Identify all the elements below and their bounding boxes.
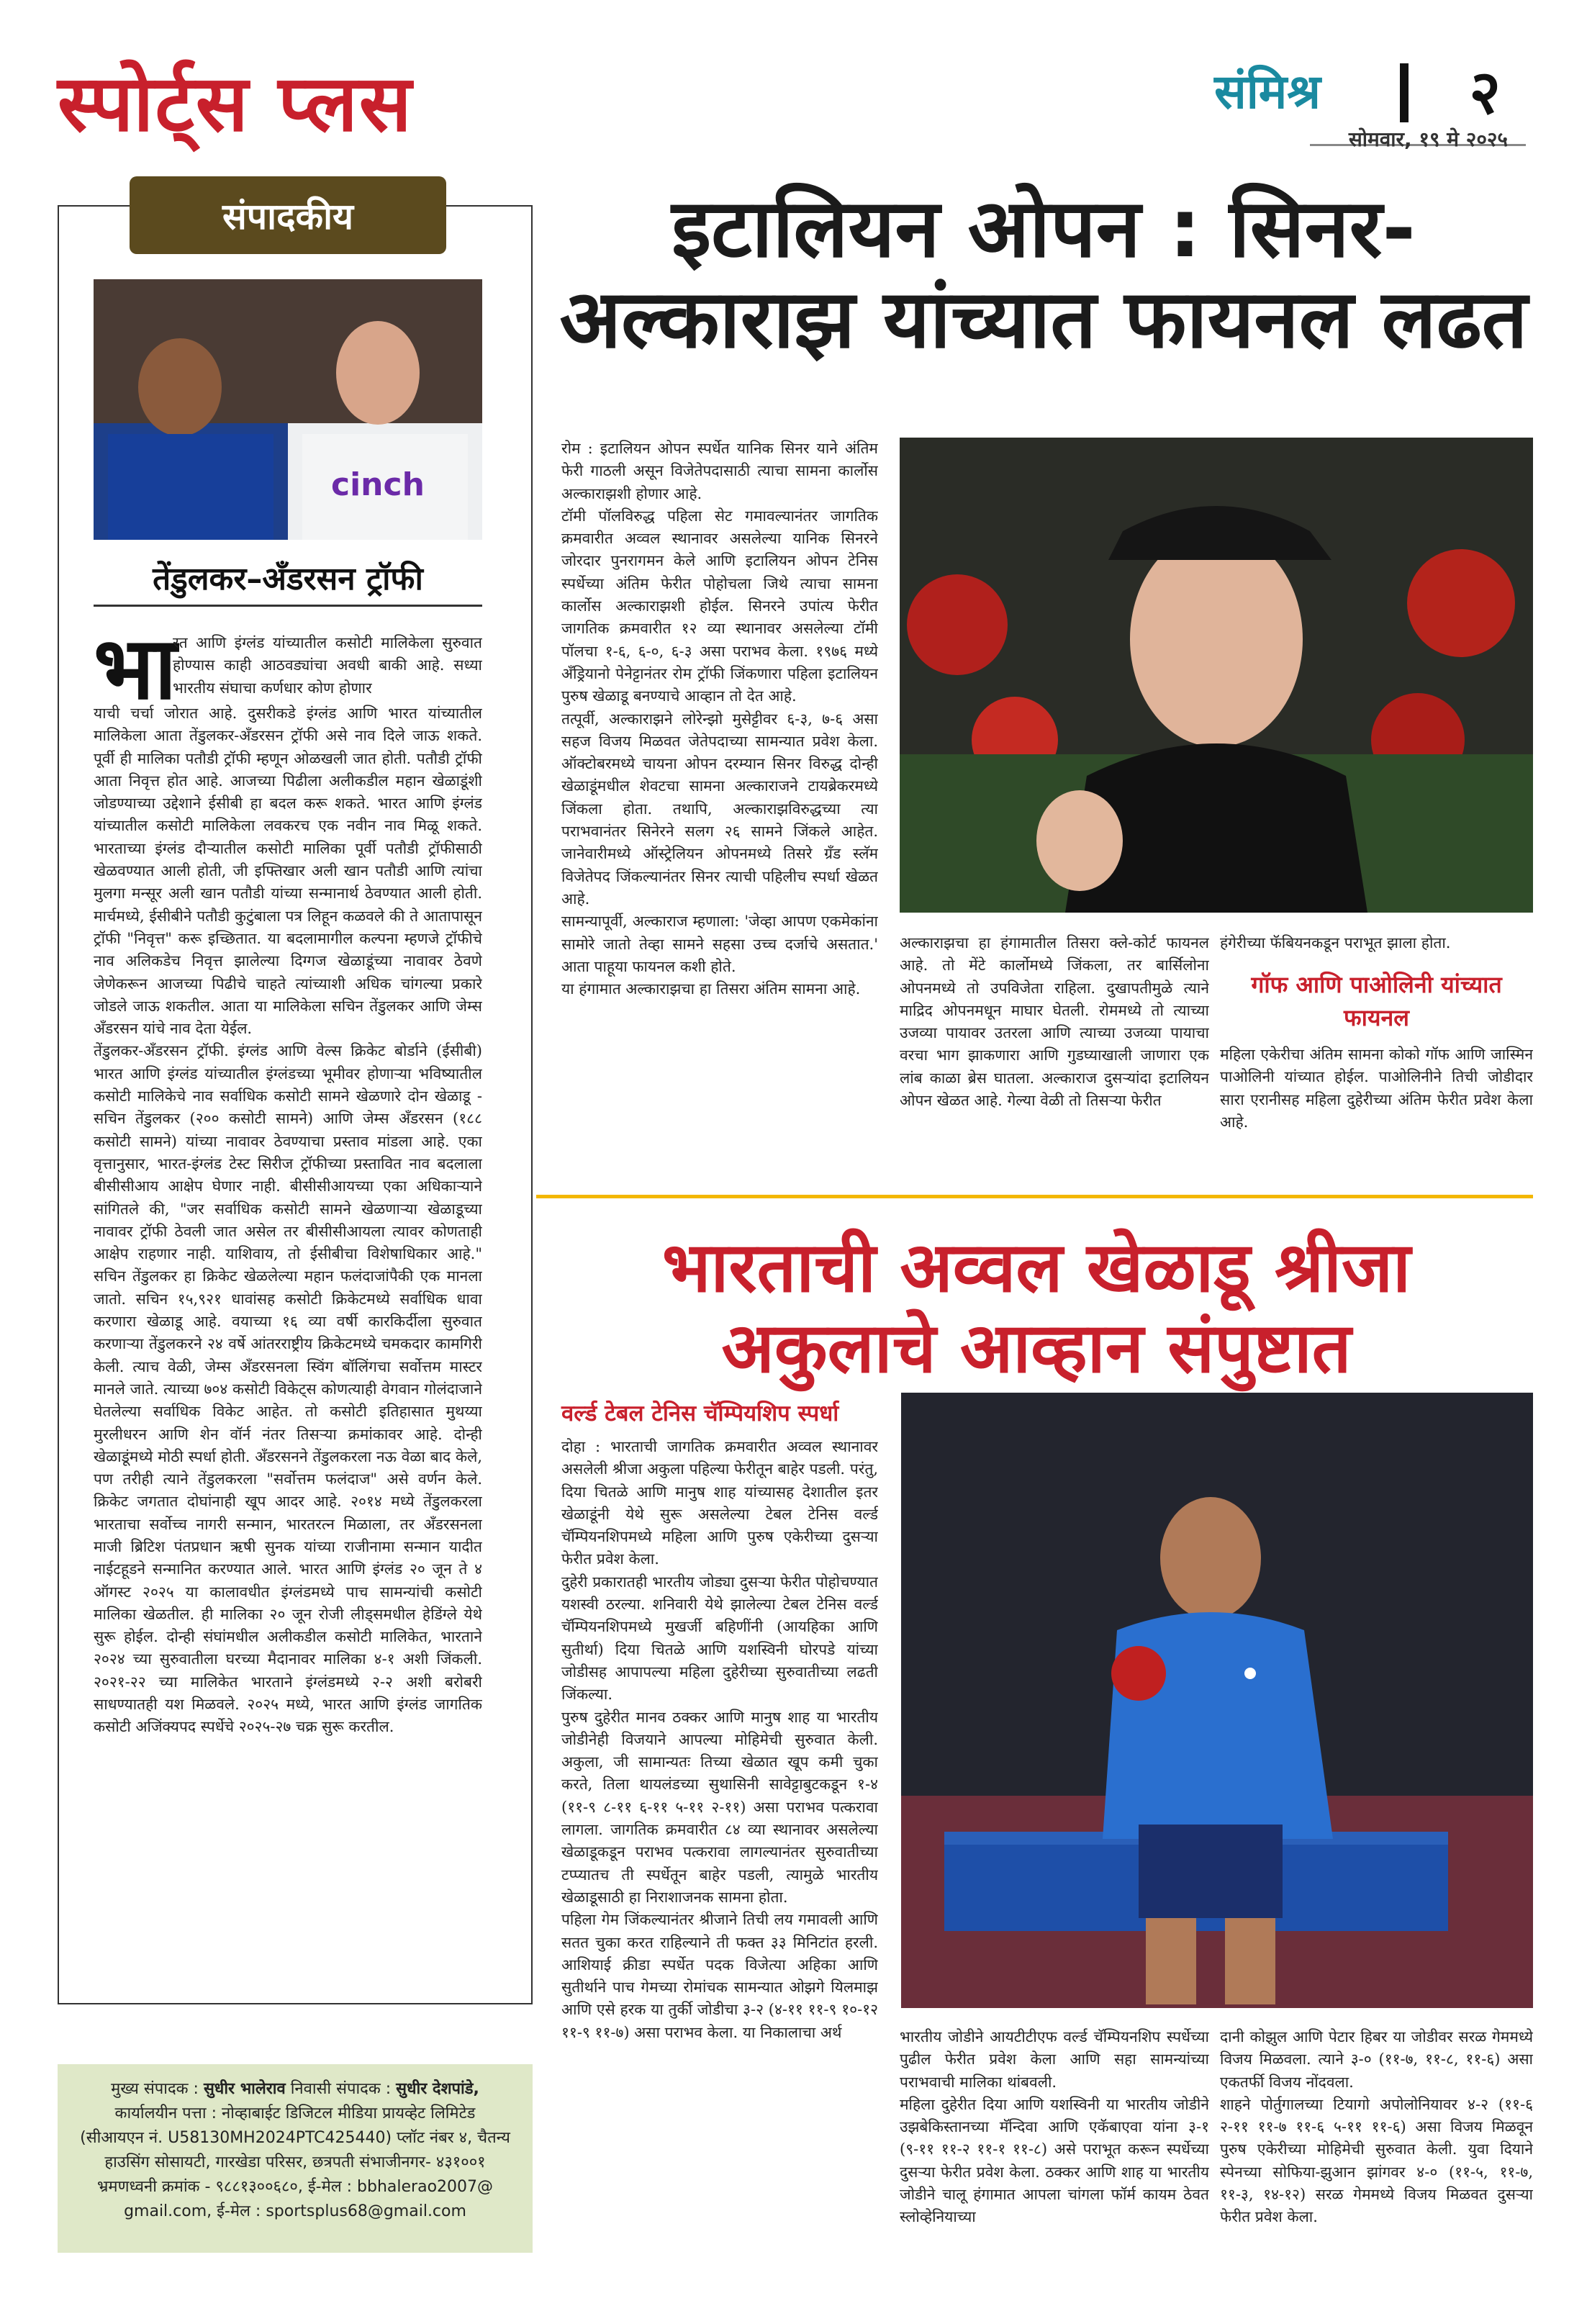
editorial-label: संपादकीय	[130, 176, 446, 254]
header-divider	[1400, 63, 1409, 122]
credits-line-3: (सीआयएन नं. U58130MH2024PTC425440) प्लॉट नंबर ४, चैतन्य	[80, 2129, 510, 2147]
masthead-title: स्पोर्ट्स प्लस	[58, 59, 413, 149]
story1-photo	[900, 438, 1533, 913]
tendulkar-anderson-photo	[94, 279, 482, 540]
story1-column-3-top: हंगेरीच्या फॅबियनकडून पराभूत झाला होता.	[1220, 934, 1451, 951]
resident-editor-name: सुधीर देशपांडे,	[396, 2080, 479, 2098]
story2-headline: भारताची अव्वल खेळाडू श्रीजा अकुलाचे आव्हान संपुष्टात	[661, 1227, 1411, 1388]
story1-headline: इटालियन ओपन : सिनर-अल्काराझ यांच्यात फायनल लढत	[559, 182, 1528, 366]
editorial-photo	[94, 279, 482, 540]
credits-line-6: gmail.com, ई-मेल : sportsplus68@gmail.com	[124, 2202, 466, 2220]
credits-box	[58, 2064, 533, 2253]
sinner-photo	[900, 438, 1533, 913]
editorial-headline: तेंडुलकर–अँडरसन ट्रॉफी	[94, 556, 482, 607]
story1-column-2: अल्काराझचा हा हंगामातील तिसरा क्ले-कोर्ट फायनल आहे. तो मेंटे कार्लोमध्ये जिंकला, तर बार्सिलोना ओपनमध्ये तो उपविजेता राहिला. दुखापतीमुळे त्याने माद्रिद ओपनमधून माघार घेतली. रोममध्ये तो त्याच्या उजव्या पायावर उतरला आणि त्याच्या उजव्या पायाचा वरचा भाग झाकणारा आणि गुडघ्याखाली जाणारा एक लांब काळा ब्रेस घातला. अल्काराज दुसऱ्यांदा इटालियन ओपन खेळत आहे. गेल्या वेळी तो तिसऱ्या फेरीत	[900, 934, 1209, 1110]
story2-photo	[901, 1393, 1533, 2008]
story2-column-3: दानी कोझुल आणि पेटार हिबर या जोडीवर सरळ गेममध्ये विजय मिळवला. त्याने ३-० (११-७, ११-८, ११-६) असा एकतर्फी विजय नोंदवला. शाहने पोर्तुगालच्या टियागो अपोलोनियावर ४-२ (११-६ २-११ ११-७ ११-६ ५-११ ११-६) असा विजय मिळवून पुरुष एकेरीच्या मोहिमेची सुरुवात केली. युवा दियाने स्पेनच्या सोफिया-झुआन झांगवर ४-० (११-५, ११-७, ११-३, १४-१२) सरळ गेममध्ये विजय मिळवत दुसऱ्या फेरीत प्रवेश केला.	[1220, 2028, 1533, 2226]
story1-column-3: महिला एकेरीचा अंतिम सामना कोको गॉफ आणि जास्मिन पाओलिनी यांच्यात होईल. पाओलिनीने तिची जोडीदार सारा एरानीसह महिला दुहेरीच्या अंतिम फेरीत प्रवेश केला आहे.	[1220, 1046, 1533, 1131]
resident-editor-label: निवासी संपादक :	[290, 2080, 392, 2098]
credits-line-4: हाउसिंग सोसायटी, गारखेडा परिसर, छत्रपती संभाजीनगर- ४३१००१	[104, 2153, 486, 2171]
editorial-dropcap: भा	[94, 619, 177, 719]
credits-line-2: कार्यालयीन पत्ता : नोव्हाबाईट डिजिटल मीडिया प्रायव्हेट लिमिटेड	[114, 2104, 476, 2122]
credits-line-5: भ्रमणध्वनी क्रमांक - ९८८१३००६८०, ई-मेल : bbhalerao2007@	[96, 2178, 494, 2196]
page-number: २	[1469, 57, 1501, 127]
sreeja-akula-photo	[901, 1393, 1533, 2008]
editorial-lead: रत आणि इंग्लंड यांच्यातील कसोटी मालिकेला सुरुवात होण्यास काही आठवड्यांचा अवधी बाकी आहे. सध्या भारतीय संघाचा कर्णधार कोण होणार	[173, 634, 482, 697]
credits-line-1	[73, 2077, 517, 2102]
story2-column-2: भारतीय जोडीने आयटीटीएफ वर्ल्ड चॅम्पियनशिप स्पर्धेच्या पुढील फेरीत प्रवेश केला आणि सहा सामन्यांच्या पराभवाची मालिका थांबवली. महिला दुहेरीत दिया आणि यशस्विनी या भारतीय जोडीने उझबेकिस्तानच्या मॅन्दिवा आणि एकॅबाएवा यांना ३-१ (९-११ ११-२ ११-१ ११-८) असे पराभूत करून स्पर्धेच्या दुसऱ्या फेरीत प्रवेश केला. ठक्कर आणि शाह या भारतीय जोडीने चालू हंगामात आपला चांगला फॉर्म कायम ठेवत स्लोव्हेनियाच्या	[900, 2028, 1209, 2226]
chief-editor-name: सुधीर भालेराव	[203, 2080, 286, 2098]
svg-text:cinch: cinch	[331, 466, 425, 503]
chief-editor-label: मुख्य संपादक :	[111, 2080, 199, 2098]
story1-column-1: रोम : इटालियन ओपन स्पर्धेत यानिक सिनर याने अंतिम फेरी गाठली असून विजेतेपदासाठी त्याचा सामना कार्लोस अल्काराझशी होणार आहे. टॉमी पॉलविरुद्ध पहिला सेट गमावल्यानंतर जागतिक क्रमवारीत अव्वल स्थानावर असलेल्या यानिक सिनरने जोरदार पुनरागमन केले आणि इटालियन ओपन टेनिस स्पर्धेच्या अंतिम फेरीत पोहोचला जिथे त्याचा सामना कार्लोस अल्काराझशी होईल. सिनरने उपांत्य फेरीत जागतिक क्रमवारीत १२ व्या स्थानावर असलेल्या टॉमी पॉलचा १-६, ६-०, ६-३ असा पराभव केला. १९७६ मध्ये अँड्रियानो पेनेट्टानंतर रोम ट्रॉफी जिंकणारा पहिला इटालियन पुरुष खेळाडू बनण्याचे आव्हान तो देत आहे. तत्पूर्वी, अल्काराझने लोरेन्झो मुसेट्टीवर ६-३, ७-६ असा सहज विजय मिळवत जेतेपदाच्या सामन्यात प्रवेश केला. ऑक्टोबरमध्ये चायना ओपन दरम्यान सिनर विरुद्ध दोन्ही खेळाडूंमधील शेवटचा सामना अल्काराजने टायब्रेकरमध्ये जिंकला होता. तथापि, अल्काराझविरुद्धच्या त्या पराभवानंतर सिनेरने सलग २६ सामने जिंकले आहेत. जानेवारीमध्ये ऑस्ट्रेलियन ओपनमध्ये तिसरे ग्रँड स्लॅम विजेतेपद जिंकल्यानंतर सिनर त्याची पहिलीच स्पर्धा खेळत आहे. सामन्यापूर्वी, अल्काराज म्हणाला: 'जेव्हा आपण एकमेकांना सामोरे जातो तेव्हा सामने सहसा उच्च दर्जाचे असतात.' आता पाहूया फायनल कशी होते. या हंगामात अल्काराझचा हा तिसरा अंतिम सामना आहे.	[561, 440, 878, 998]
issue-date: सोमवार, १९ मे २०२५	[1348, 127, 1508, 151]
editorial-body: याची चर्चा जोरात आहे. दुसरीकडे इंग्लंड आणि भारत यांच्यातील मालिकेला आता तेंडुलकर-अँडरसन ट्रॉफी असे नाव दिले जाऊ शकते. पूर्वी ही मालिका पतौडी ट्रॉफी म्हणून ओळखली जात होती. पतौडी ट्रॉफी आता निवृत्त होत आहे. आजच्या पिढीला अलीकडील महान खेळाडूंशी जोडण्याच्या उद्देशाने ईसीबी हा बदल करू शकते. भारत आणि इंग्लंड यांच्यातील कसोटी मालिकेला लवकरच एक नवीन नाव मिळू शकते. भारताच्या इंग्लंड दौऱ्यातील कसोटी मालिका पूर्वी पतौडी ट्रॉफीसाठी खेळवण्यात आली होती, जी इफ्तिखार अली खान पतौडी आणि त्यांचा मुलगा मन्सूर अली खान पतौडी यांच्या सन्मानार्थ ठेवण्यात आली होती. मार्चमध्ये, ईसीबीने पतौडी कुटुंबाला पत्र लिहून कळवले की ते आतापासून ट्रॉफी "निवृत्त" करू इच्छितात. या बदलामागील कल्पना म्हणजे ट्रॉफीचे नाव अलिकडेच निवृत्त झालेल्या दिग्गज खेळाडूंच्या नावावर ठेवणे जेणेकरून आजच्या पिढीचे चाहते त्यांच्याशी अधिक चांगल्या प्रकारे जोडले जाऊ शकतील. आता या मालिकेला सचिन तेंडुलकर आणि जेम्स अँडरसन यांचे नाव देता येईल. तेंडुलकर-अँडरसन ट्रॉफी. इंग्लंड आणि वेल्स क्रिकेट बोर्डाने (ईसीबी) भारत आणि इंग्लंड यांच्यातील इंग्लंडच्या भूमीवर होणाऱ्या भविष्यातील कसोटी मालिकेचे नाव सर्वाधिक कसोटी सामने खेळणारे दोन खेळाडू - सचिन तेंडुलकर (२०० कसोटी सामने) आणि जेम्स अँडरसन (१८८ कसोटी सामने) यांच्या नावावर ठेवण्याचा प्रस्ताव मांडला आहे. एका वृत्तानुसार, भारत-इंग्लंड टेस्ट सिरीज ट्रॉफीच्या प्रस्तावित नाव बदलाला बीसीसीआय आक्षेप घेणार नाही. बीसीसीआयच्या एका अधिकाऱ्याने सांगितले की, "जर सर्वाधिक कसोटी सामने खेळणाऱ्या खेळाडूच्या नावावर ट्रॉफी ठेवली जात असेल तर बीसीसीआयला त्यावर कोणताही आक्षेप राहणार नाही. याशिवाय, तो ईसीबीचा विशेषाधिकार आहे." सचिन तेंडुलकर हा क्रिकेट खेळलेल्या महान फलंदाजांपैकी एक मानला जातो. सचिन १५,९२१ धावांसह कसोटी क्रिकेटमध्ये सर्वाधिक धावा करणारा खेळाडू आहे. वयाच्या १६ व्या वर्षी कारकिर्दीला सुरुवात करणाऱ्या तेंडुलकरने २४ वर्षे आंतरराष्ट्रीय क्रिकेटमध्ये चमकदार कामगिरी केली. त्याच वेळी, जेम्स अँडरसनला स्विंग बॉलिंगचा सर्वोत्तम मास्टर मानले जाते. त्याच्या ७०४ कसोटी विकेट्स कोणत्याही वेगवान गोलंदाजाने घेतलेल्या सर्वाधिक विकेट आहेत. तो कसोटी इतिहासात मुथय्या मुरलीधरन आणि शेन वॉर्न नंतर तिसऱ्या क्रमांकावर आहे. दोन्ही खेळाडूंमध्ये मोठी स्पर्धा होती. अँडरसनने तेंडुलकरला नऊ वेळा बाद केले, पण तरीही त्याने तेंडुलकरला "सर्वोत्तम फलंदाज" असे वर्णन केले. क्रिकेट जगतात दोघांनाही खूप आदर आहे. २०१४ मध्ये तेंडुलकरला भारताचा सर्वोच्च नागरी सन्मान, भारतरत्न मिळाला, तर अँडरसनला माजी ब्रिटिश पंतप्रधान ऋषी सुनक यांच्या राजीनामा सन्मान यादीत नाईटहूडने सन्मानित करण्यात आले. भारत आणि इंग्लंड २० जून ते ४ ऑगस्ट २०२५ या कालावधीत इंग्लंडमध्ये पाच सामन्यांची कसोटी मालिका खेळतील. ही मालिका २० जून रोजी लीड्समधील हेडिंग्ले येथे सुरू होईल. दोन्ही संघांमधील अलीकडील कसोटी मालिकेत, भारताने २०२४ च्या सुरुवातीला घरच्या मैदानावर मालिका ४-१ अशी जिंकली. २०२१-२२ च्या मालिकेत भारताने इंग्लंडमध्ये २-२ अशी बरोबरी साधण्यातही यश मिळवले. २०२५ मध्ये, भारत आणि इंग्लंड जागतिक कसोटी अजिंक्यपद स्पर्धेचे २०२५-२७ चक्र सुरू करतील.	[94, 705, 482, 1736]
section-divider	[536, 1195, 1533, 1198]
story2-kicker: वर्ल्ड टेबल टेनिस चॅम्पियशिप स्पर्धा	[561, 1401, 839, 1426]
section-name: संमिश्र	[1214, 64, 1321, 119]
story1-subhead: गॉफ आणि पाओलिनी यांच्यात फायनल	[1251, 971, 1502, 1031]
story2-column-1: दोहा : भारताची जागतिक क्रमवारीत अव्वल स्थानावर असलेली श्रीजा अकुला पहिल्या फेरीतून बाहेर पडली. परंतु, दिया चितळे आणि मानुष शाह यांच्यासह देशातील इतर खेळाडूंनी येथे सुरू असलेल्या टेबल टेनिस वर्ल्ड चॅम्पियनशिपमध्ये महिला आणि पुरुष एकेरीच्या दुसऱ्या फेरीत प्रवेश केला. दुहेरी प्रकारातही भारतीय जोड्या दुसऱ्या फेरीत पोहोचण्यात यशस्वी ठरल्या. शनिवारी येथे झालेल्या टेबल टेनिस वर्ल्ड चॅम्पियनशिपमध्ये मुखर्जी बहिणींनी (आयहिका आणि सुतीर्था) दिया चितळे आणि यशस्विनी घोरपडे यांच्या जोडीसह आपापल्या महिला दुहेरीच्या सुरुवातीच्या लढती जिंकल्या. पुरुष दुहेरीत मानव ठक्कर आणि मानुष शाह या भारतीय जोडीनेही विजयाने आपल्या मोहिमेची सुरुवात केली. अकुला, जी सामान्यतः तिच्या खेळात खूप कमी चुका करते, तिला थायलंडच्या सुथासिनी सावेट्टाबुटकडून १-४ (११-९ ८-११ ६-११ ५-११ २-११) असा पराभव पत्करावा लागला. जागतिक क्रमवारीत ८४ व्या स्थानावर असलेल्या खेळाडूकडून पराभव पत्करावा लागल्यानंतर सुरुवातीच्या टप्प्यातच ती स्पर्धेतून बाहेर पडली, त्यामुळे भारतीय खेळाडूसाठी हा निराशाजनक सामना होता. पहिला गेम जिंकल्यानंतर श्रीजाने तिची लय गमावली आणि सतत चुका करत राहिल्याने ती फक्त ३३ मिनिटांत हरली. आशियाई क्रीडा स्पर्धेत पदक विजेत्या अहिका आणि सुतीर्थाने पाच गेमच्या रोमांचक सामन्यात ओझगे यिलमाझ आणि एसे हरक या तुर्की जोडीचा ३-२ (४-११ ११-९ १०-१२ ११-९ ११-७) असा पराभव केला. या निकालाचा अर्थ	[561, 1438, 878, 2041]
